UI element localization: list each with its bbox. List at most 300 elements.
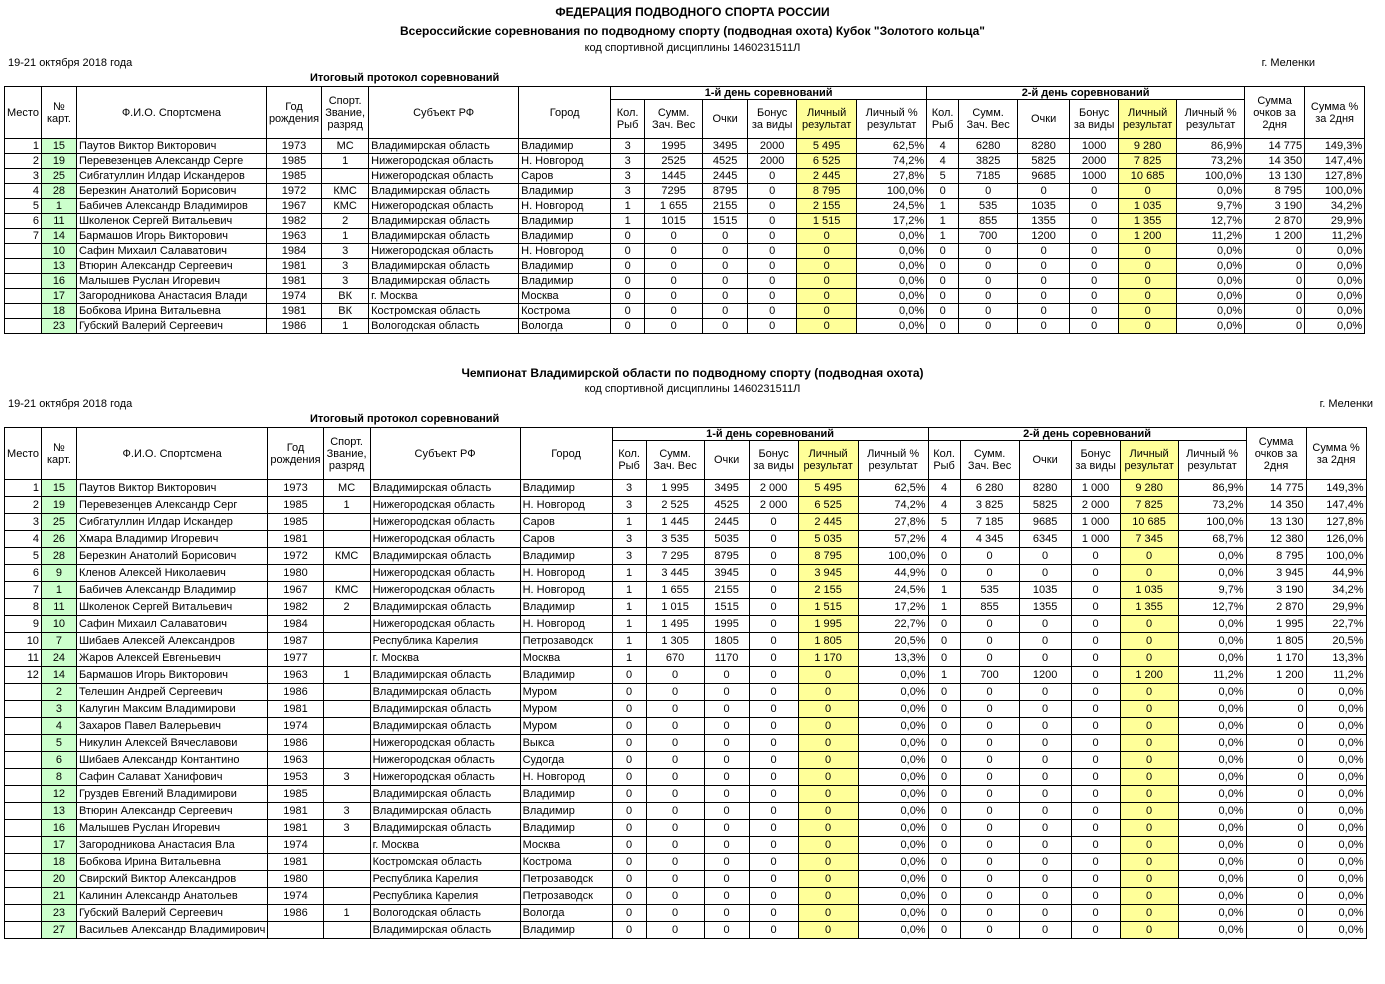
- header-name: Ф.И.О. Спортсмена: [76, 87, 266, 139]
- cell-d1-weight: 0: [646, 922, 704, 939]
- cell-d1-bonus: 0: [749, 837, 798, 854]
- cell-rank: [323, 565, 370, 582]
- cell-d1-personal: 1 170: [798, 650, 858, 667]
- cell-d1-fish: 0: [612, 922, 646, 939]
- cell-sum-pct: 0,0%: [1306, 769, 1366, 786]
- cell-d2-bonus: 1000: [1070, 139, 1119, 154]
- cell-d2-weight: 7185: [959, 169, 1018, 184]
- cell-d2-pct: 0,0%: [1178, 735, 1246, 752]
- cell-place: [5, 905, 42, 922]
- cell-sum: 3 945: [1246, 565, 1306, 582]
- cell-d2-personal: 1 200: [1120, 667, 1178, 684]
- cell-place: 2: [5, 497, 42, 514]
- cell-place: 2: [5, 154, 42, 169]
- cell-d1-fish: 3: [612, 531, 646, 548]
- cell-sum-pct: 20,5%: [1306, 633, 1366, 650]
- cell-region: Владимирская область: [370, 548, 520, 565]
- cell-d1-personal: 0: [798, 735, 858, 752]
- cell-rank: [323, 888, 370, 905]
- cell-name: Жаров Алексей Евгеньевич: [76, 650, 267, 667]
- cell-d2-points: 8280: [1019, 480, 1071, 497]
- cell-sum: 0: [1246, 718, 1306, 735]
- cell-name: Малышев Руслан Игоревич: [76, 820, 267, 837]
- cell-d2-personal: 0: [1120, 837, 1178, 854]
- cell-d2-pct: 0,0%: [1178, 650, 1246, 667]
- cell-region: Владимирская область: [369, 184, 519, 199]
- cell-d2-bonus: 0: [1070, 319, 1119, 334]
- cell-d2-personal: 0: [1120, 752, 1178, 769]
- header-d1-personal: Личный результат: [797, 100, 857, 139]
- cell-sum-pct: 22,7%: [1306, 616, 1366, 633]
- cell-d2-fish: 1: [927, 214, 959, 229]
- cell-city: Москва: [520, 837, 612, 854]
- cell-d1-fish: 1: [612, 633, 646, 650]
- cell-year: 1981: [268, 820, 323, 837]
- cell-d2-fish: 0: [928, 684, 960, 701]
- cell-year: 1987: [268, 633, 323, 650]
- cell-region: Владимирская область: [370, 599, 520, 616]
- header-d2-bonus: Бонус за виды: [1070, 100, 1119, 139]
- cell-d1-bonus: 0: [749, 769, 798, 786]
- cell-d2-weight: 0: [960, 548, 1019, 565]
- cell-d1-points: 0: [704, 701, 749, 718]
- cell-d1-points: 1170: [704, 650, 749, 667]
- cell-sum: 0: [1246, 820, 1306, 837]
- cell-d1-weight: 1 305: [646, 633, 704, 650]
- cell-card: 3: [41, 701, 76, 718]
- cell-sum-pct: 0,0%: [1305, 259, 1365, 274]
- cell-d1-bonus: 0: [748, 304, 797, 319]
- cell-d1-fish: 1: [612, 599, 646, 616]
- cell-sum: 0: [1245, 259, 1305, 274]
- cell-place: [5, 319, 42, 334]
- cell-city: Кострома: [520, 854, 612, 871]
- cell-d2-pct: 0,0%: [1177, 304, 1245, 319]
- cell-d2-bonus: 0: [1071, 718, 1120, 735]
- header-rank: Спорт. Звание, разряд: [322, 87, 369, 139]
- cell-city: Муром: [520, 701, 612, 718]
- cell-d2-pct: 0,0%: [1178, 616, 1246, 633]
- cell-d1-personal: 5 035: [798, 531, 858, 548]
- cell-d1-pct: 0,0%: [857, 304, 927, 319]
- cell-d2-fish: 1: [927, 199, 959, 214]
- cell-sum-pct: 100,0%: [1306, 548, 1366, 565]
- cell-rank: 2: [323, 599, 370, 616]
- cell-d1-points: 3495: [703, 139, 748, 154]
- cell-card: 20: [41, 871, 76, 888]
- cell-d1-fish: 0: [612, 752, 646, 769]
- cell-sum: 0: [1246, 786, 1306, 803]
- cell-city: Владимир: [520, 786, 612, 803]
- cell-d2-personal: 0: [1119, 244, 1177, 259]
- cell-d1-weight: 0: [646, 888, 704, 905]
- cell-rank: ВК: [322, 304, 369, 319]
- cell-name: Кленов Алексей Николаевич: [76, 565, 267, 582]
- header-d2-fish: Кол. Рыб: [928, 441, 960, 480]
- cell-year: 1963: [268, 752, 323, 769]
- cell-d2-personal: 0: [1120, 820, 1178, 837]
- protocol-label-1: Итоговый протокол соревнований: [310, 72, 500, 84]
- cell-sum-pct: 29,9%: [1305, 214, 1365, 229]
- cell-rank: [323, 922, 370, 939]
- cell-d1-bonus: 0: [749, 599, 798, 616]
- cell-d2-pct: 73,2%: [1177, 154, 1245, 169]
- cell-d2-bonus: 0: [1071, 667, 1120, 684]
- cell-d2-fish: 4: [928, 480, 960, 497]
- header-city: Город: [520, 428, 612, 480]
- cell-d1-points: 0: [704, 667, 749, 684]
- cell-d1-pct: 0,0%: [858, 854, 928, 871]
- cell-name: Телешин Андрей Сергеевич: [76, 684, 267, 701]
- cell-card: 18: [41, 304, 76, 319]
- cell-d2-weight: 6 280: [960, 480, 1019, 497]
- cell-d1-pct: 74,2%: [857, 154, 927, 169]
- cell-d2-bonus: 1 000: [1071, 480, 1120, 497]
- header-d1-personal: Личный результат: [798, 441, 858, 480]
- cell-d1-fish: 0: [612, 786, 646, 803]
- cell-d2-personal: 0: [1120, 871, 1178, 888]
- cell-d2-fish: 0: [928, 701, 960, 718]
- cell-city: Петрозаводск: [520, 888, 612, 905]
- cell-d1-personal: 0: [798, 820, 858, 837]
- cell-d1-fish: 1: [612, 514, 646, 531]
- cell-d1-points: 0: [704, 922, 749, 939]
- cell-sum-pct: 44,9%: [1306, 565, 1366, 582]
- cell-place: 3: [5, 169, 42, 184]
- cell-d1-weight: 0: [646, 769, 704, 786]
- cell-sum: 8 795: [1246, 548, 1306, 565]
- cell-d1-points: 0: [703, 304, 748, 319]
- cell-rank: [323, 786, 370, 803]
- cell-d1-personal: 8 795: [798, 548, 858, 565]
- cell-d1-bonus: 0: [749, 786, 798, 803]
- results-table-2: [4, 427, 1367, 939]
- cell-city: Н. Новгород: [519, 199, 611, 214]
- cell-sum-pct: 0,0%: [1306, 803, 1366, 820]
- cell-d1-fish: 0: [612, 684, 646, 701]
- cell-name: Захаров Павел Валерьевич: [76, 718, 267, 735]
- cell-place: [5, 888, 42, 905]
- cell-sum: 0: [1246, 752, 1306, 769]
- competition-1-title: Всероссийские соревнования по подводному спорту (подводная охота) Кубок "Золотого кольца": [400, 24, 985, 38]
- cell-d2-fish: 0: [927, 319, 959, 334]
- cell-name: Втюрин Александр Сергеевич: [76, 259, 266, 274]
- cell-region: Нижегородская область: [369, 169, 519, 184]
- cell-d2-personal: 7 825: [1119, 154, 1177, 169]
- cell-d1-bonus: 0: [749, 616, 798, 633]
- cell-sum-pct: 149,3%: [1306, 480, 1366, 497]
- cell-d1-pct: 0,0%: [857, 229, 927, 244]
- cell-d2-personal: 0: [1119, 259, 1177, 274]
- cell-d2-weight: 0: [960, 650, 1019, 667]
- cell-year: 1985: [268, 497, 323, 514]
- cell-name: Сафин Салават Ханифович: [76, 769, 267, 786]
- cell-d1-bonus: 0: [748, 199, 797, 214]
- cell-d2-points: 0: [1019, 837, 1071, 854]
- cell-d1-personal: 0: [797, 304, 857, 319]
- cell-place: 5: [5, 199, 42, 214]
- cell-d2-pct: 0,0%: [1177, 184, 1245, 199]
- cell-d1-weight: 3 445: [646, 565, 704, 582]
- cell-d1-points: 0: [704, 820, 749, 837]
- cell-d2-bonus: 0: [1070, 274, 1119, 289]
- cell-d1-pct: 0,0%: [858, 769, 928, 786]
- cell-year: 1974: [268, 837, 323, 854]
- cell-city: Н. Новгород: [520, 565, 612, 582]
- cell-d1-weight: 0: [646, 837, 704, 854]
- cell-region: г. Москва: [370, 650, 520, 667]
- cell-year: 1986: [268, 684, 323, 701]
- cell-d2-pct: 100,0%: [1178, 514, 1246, 531]
- cell-d1-pct: 0,0%: [858, 701, 928, 718]
- cell-d2-weight: 0: [960, 684, 1019, 701]
- cell-d2-pct: 12,7%: [1178, 599, 1246, 616]
- cell-region: Нижегородская область: [369, 244, 519, 259]
- cell-d2-weight: 3 825: [960, 497, 1019, 514]
- cell-region: Владимирская область: [370, 922, 520, 939]
- cell-d1-personal: 0: [798, 718, 858, 735]
- cell-d1-weight: 0: [646, 718, 704, 735]
- cell-d2-personal: 9 280: [1119, 139, 1177, 154]
- place-2: г. Меленки: [1319, 398, 1373, 410]
- cell-d1-fish: 3: [611, 154, 645, 169]
- cell-d2-personal: 9 280: [1120, 480, 1178, 497]
- cell-place: 9: [5, 616, 42, 633]
- table-row: [5, 905, 1367, 922]
- cell-d1-personal: 0: [798, 701, 858, 718]
- cell-d2-bonus: 0: [1071, 599, 1120, 616]
- cell-place: 6: [5, 214, 42, 229]
- cell-d2-fish: 0: [928, 616, 960, 633]
- cell-d1-bonus: 2000: [748, 154, 797, 169]
- cell-rank: [323, 684, 370, 701]
- header-place: Место: [5, 87, 42, 139]
- cell-d1-personal: 0: [797, 244, 857, 259]
- cell-d2-bonus: 0: [1071, 837, 1120, 854]
- cell-d1-weight: 1 995: [646, 480, 704, 497]
- cell-d2-points: 0: [1018, 184, 1070, 199]
- cell-d2-pct: 0,0%: [1178, 922, 1246, 939]
- cell-name: Загородникова Анастасия Вла: [76, 837, 267, 854]
- cell-d2-points: 0: [1019, 718, 1071, 735]
- cell-d2-personal: 7 345: [1120, 531, 1178, 548]
- cell-d1-weight: 0: [645, 229, 703, 244]
- cell-d1-personal: 2 155: [797, 199, 857, 214]
- cell-d2-weight: 0: [959, 289, 1018, 304]
- cell-d2-points: 1200: [1019, 667, 1071, 684]
- cell-sum-pct: 0,0%: [1306, 786, 1366, 803]
- cell-card: 7: [41, 633, 76, 650]
- cell-d1-fish: 0: [611, 274, 645, 289]
- table-row: [5, 650, 1367, 667]
- cell-d2-bonus: 0: [1071, 854, 1120, 871]
- cell-card: 19: [41, 154, 76, 169]
- cell-city: Вологда: [520, 905, 612, 922]
- cell-d1-bonus: 0: [748, 319, 797, 334]
- cell-card: 2: [41, 684, 76, 701]
- cell-d2-bonus: 0: [1071, 565, 1120, 582]
- cell-d2-bonus: 0: [1070, 214, 1119, 229]
- cell-place: [5, 684, 42, 701]
- cell-card: 25: [41, 169, 76, 184]
- cell-d2-pct: 0,0%: [1178, 701, 1246, 718]
- cell-d2-weight: 0: [960, 922, 1019, 939]
- cell-region: Владимирская область: [370, 820, 520, 837]
- cell-city: Муром: [520, 718, 612, 735]
- cell-d1-personal: 0: [798, 922, 858, 939]
- cell-sum: 1 805: [1246, 633, 1306, 650]
- cell-d1-points: 2445: [704, 514, 749, 531]
- cell-sum: 0: [1246, 871, 1306, 888]
- cell-d2-bonus: 1 000: [1071, 531, 1120, 548]
- cell-d1-personal: 0: [798, 684, 858, 701]
- header-d1-pct: Личный % результат: [858, 441, 928, 480]
- cell-d1-points: 8795: [703, 184, 748, 199]
- header-name: Ф.И.О. Спортсмена: [76, 428, 267, 480]
- cell-place: 7: [5, 582, 42, 599]
- cell-sum-pct: 147,4%: [1305, 154, 1365, 169]
- cell-d1-weight: 0: [646, 752, 704, 769]
- cell-d1-points: 2155: [704, 582, 749, 599]
- cell-d1-fish: 0: [611, 289, 645, 304]
- cell-d2-bonus: 0: [1070, 304, 1119, 319]
- cell-d1-bonus: 0: [749, 548, 798, 565]
- cell-d2-weight: 0: [960, 735, 1019, 752]
- table-row: [5, 274, 1365, 289]
- cell-year: 1985: [268, 514, 323, 531]
- cell-d1-personal: 0: [798, 888, 858, 905]
- cell-name: Сафин Михаил Салаватович: [76, 244, 266, 259]
- table-row: [5, 154, 1365, 169]
- cell-d1-pct: 0,0%: [858, 905, 928, 922]
- cell-city: Саров: [519, 169, 611, 184]
- cell-d1-personal: 0: [797, 229, 857, 244]
- cell-place: [5, 289, 42, 304]
- cell-d2-weight: 0: [960, 752, 1019, 769]
- cell-rank: [323, 633, 370, 650]
- cell-d2-bonus: 1 000: [1071, 514, 1120, 531]
- cell-place: [5, 244, 42, 259]
- cell-d1-fish: 0: [611, 259, 645, 274]
- cell-d1-weight: 0: [645, 244, 703, 259]
- cell-region: Нижегородская область: [370, 497, 520, 514]
- cell-d2-bonus: 0: [1071, 922, 1120, 939]
- cell-d2-points: 0: [1018, 304, 1070, 319]
- cell-place: 8: [5, 599, 42, 616]
- table-row: [5, 820, 1367, 837]
- cell-sum-pct: 13,3%: [1306, 650, 1366, 667]
- cell-d2-points: 0: [1019, 905, 1071, 922]
- cell-d2-bonus: 0: [1071, 803, 1120, 820]
- cell-rank: 1: [322, 319, 369, 334]
- cell-d1-fish: 0: [612, 905, 646, 922]
- cell-d1-weight: 0: [646, 905, 704, 922]
- cell-card: 14: [41, 667, 76, 684]
- cell-d1-pct: 0,0%: [858, 752, 928, 769]
- cell-region: Вологодская область: [369, 319, 519, 334]
- cell-d2-bonus: 0: [1070, 259, 1119, 274]
- cell-card: 5: [41, 735, 76, 752]
- cell-region: Нижегородская область: [370, 582, 520, 599]
- cell-d1-bonus: 0: [748, 259, 797, 274]
- cell-card: 28: [41, 548, 76, 565]
- cell-d2-personal: 0: [1119, 304, 1177, 319]
- cell-d1-weight: 2 525: [646, 497, 704, 514]
- cell-year: 1980: [268, 871, 323, 888]
- cell-region: Владимирская область: [369, 259, 519, 274]
- cell-d2-pct: 0,0%: [1177, 319, 1245, 334]
- cell-d2-points: 0: [1019, 854, 1071, 871]
- cell-rank: 3: [323, 803, 370, 820]
- header-d2-bonus: Бонус за виды: [1071, 441, 1120, 480]
- table-row: [5, 803, 1367, 820]
- cell-d1-pct: 13,3%: [858, 650, 928, 667]
- cell-d2-weight: 0: [959, 184, 1018, 199]
- cell-d1-bonus: 0: [749, 701, 798, 718]
- cell-year: 1984: [268, 616, 323, 633]
- cell-d2-personal: 7 825: [1120, 497, 1178, 514]
- cell-d2-bonus: 0: [1071, 752, 1120, 769]
- cell-d2-personal: 0: [1119, 319, 1177, 334]
- cell-d1-personal: 0: [798, 769, 858, 786]
- cell-d2-weight: 0: [960, 854, 1019, 871]
- cell-d1-fish: 0: [612, 718, 646, 735]
- cell-d2-personal: 0: [1120, 701, 1178, 718]
- results-table-1: [4, 86, 1365, 334]
- cell-d2-personal: 0: [1120, 854, 1178, 871]
- cell-d2-bonus: 0: [1071, 871, 1120, 888]
- cell-name: Хмара Владимир Игоревич: [76, 531, 267, 548]
- cell-d2-points: 0: [1019, 616, 1071, 633]
- cell-d1-pct: 22,7%: [858, 616, 928, 633]
- cell-region: Владимирская область: [369, 274, 519, 289]
- cell-region: Костромская область: [369, 304, 519, 319]
- header-sum-pct: Сумма % за 2дня: [1305, 87, 1365, 139]
- cell-city: Судогда: [520, 752, 612, 769]
- cell-d1-fish: 0: [611, 319, 645, 334]
- cell-year: 1974: [266, 289, 321, 304]
- cell-d2-points: 0: [1019, 803, 1071, 820]
- cell-d1-weight: 0: [646, 803, 704, 820]
- header-d2-weight: Сумм. Зач. Вес: [960, 441, 1019, 480]
- cell-d1-bonus: 0: [748, 169, 797, 184]
- cell-rank: [323, 701, 370, 718]
- cell-d2-weight: 0: [960, 786, 1019, 803]
- cell-rank: [322, 169, 369, 184]
- cell-d2-points: 0: [1018, 289, 1070, 304]
- cell-d2-weight: 855: [960, 599, 1019, 616]
- cell-d1-personal: 0: [797, 289, 857, 304]
- cell-d1-personal: 0: [798, 803, 858, 820]
- cell-d2-bonus: 0: [1071, 786, 1120, 803]
- cell-place: 5: [5, 548, 42, 565]
- cell-d1-points: 0: [704, 837, 749, 854]
- cell-city: Владимир: [519, 184, 611, 199]
- cell-d2-pct: 0,0%: [1177, 289, 1245, 304]
- cell-rank: 1: [323, 497, 370, 514]
- cell-d2-bonus: 0: [1071, 888, 1120, 905]
- cell-d2-fish: 1: [928, 667, 960, 684]
- cell-d1-pct: 57,2%: [858, 531, 928, 548]
- cell-d1-bonus: 0: [749, 650, 798, 667]
- cell-d2-bonus: 2000: [1070, 154, 1119, 169]
- cell-d2-fish: 0: [928, 548, 960, 565]
- cell-card: 17: [41, 289, 76, 304]
- cell-region: Нижегородская область: [370, 514, 520, 531]
- cell-region: Вологодская область: [370, 905, 520, 922]
- cell-rank: [323, 616, 370, 633]
- cell-year: 1967: [266, 199, 321, 214]
